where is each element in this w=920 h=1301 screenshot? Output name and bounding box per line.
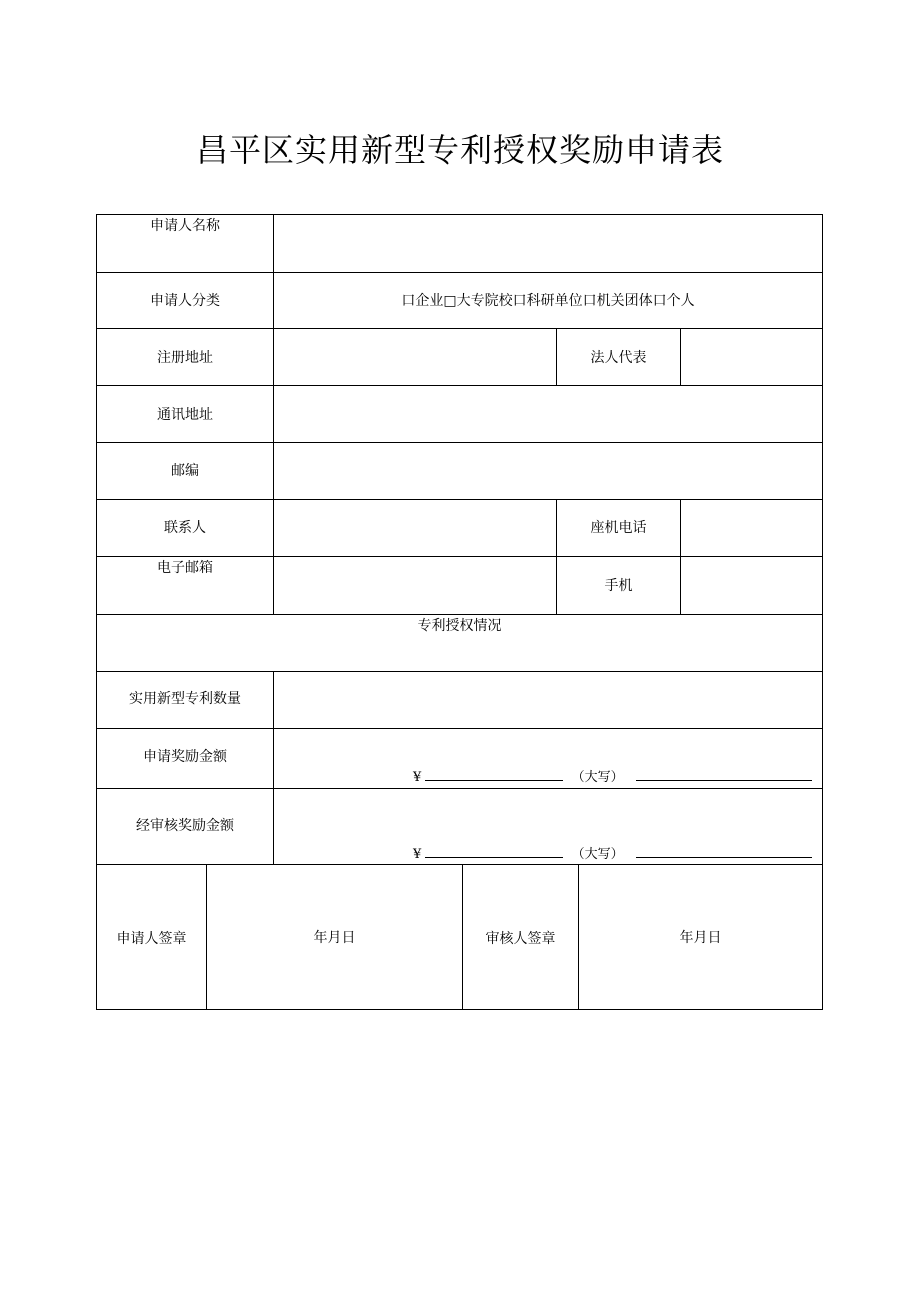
reviewer-sign-date[interactable]: 年月日	[679, 930, 722, 946]
legal-rep-label: 法人代表	[590, 350, 647, 366]
uppercase-label: （大写）	[571, 770, 624, 785]
approved-amount-label: 经审核奖励金额	[136, 818, 234, 834]
email-field[interactable]	[274, 557, 556, 614]
patent-count-field[interactable]	[274, 672, 822, 728]
registered-address-field[interactable]	[274, 329, 556, 385]
contact-label: 联系人	[164, 520, 206, 536]
patent-section-heading: 专利授权情况	[417, 618, 502, 634]
email-label: 电子邮箱	[157, 560, 213, 576]
applicant-name-field[interactable]	[274, 215, 822, 272]
yen-symbol: ¥	[413, 770, 422, 785]
applicant-sign-label: 申请人签章	[116, 931, 187, 947]
yen-symbol: ¥	[413, 847, 422, 862]
form-title: 昌平区实用新型专利授权奖励申请表	[195, 131, 724, 169]
postcode-label: 邮编	[171, 463, 199, 479]
applicant-sign-date[interactable]: 年月日	[313, 930, 356, 946]
applicant-name-label: 申请人名称	[150, 218, 220, 234]
row-divider	[97, 728, 822, 729]
application-form-table	[96, 214, 823, 1010]
amount-blank[interactable]	[425, 768, 563, 781]
postcode-field[interactable]	[274, 443, 822, 499]
landline-field[interactable]	[681, 500, 822, 556]
uppercase-blank[interactable]	[636, 768, 812, 781]
mailing-address-label: 通讯地址	[157, 407, 213, 423]
uppercase-label: （大写）	[571, 847, 624, 862]
patent-count-label: 实用新型专利数量	[129, 691, 241, 707]
row-divider	[97, 788, 822, 789]
mobile-field[interactable]	[681, 557, 822, 614]
reviewer-sign-label: 审核人签章	[485, 931, 556, 947]
requested-amount-label: 申请奖励金额	[143, 749, 227, 765]
applicant-type-label: 申请人分类	[150, 293, 220, 309]
requested-amount-line[interactable]	[413, 768, 812, 787]
column-divider	[556, 499, 557, 614]
mailing-address-field[interactable]	[274, 386, 822, 442]
row-divider	[97, 272, 822, 273]
amount-blank[interactable]	[425, 845, 563, 858]
contact-field[interactable]	[274, 500, 556, 556]
legal-rep-field[interactable]	[681, 329, 822, 385]
landline-label: 座机电话	[590, 520, 647, 536]
mobile-label: 手机	[604, 578, 633, 594]
row-divider	[97, 614, 822, 615]
uppercase-blank[interactable]	[636, 845, 812, 858]
approved-amount-line[interactable]	[413, 845, 812, 864]
applicant-type-options[interactable]: 口企业□大专院校口科研单位口机关团体口个人	[401, 293, 695, 309]
registered-address-label: 注册地址	[157, 350, 213, 366]
